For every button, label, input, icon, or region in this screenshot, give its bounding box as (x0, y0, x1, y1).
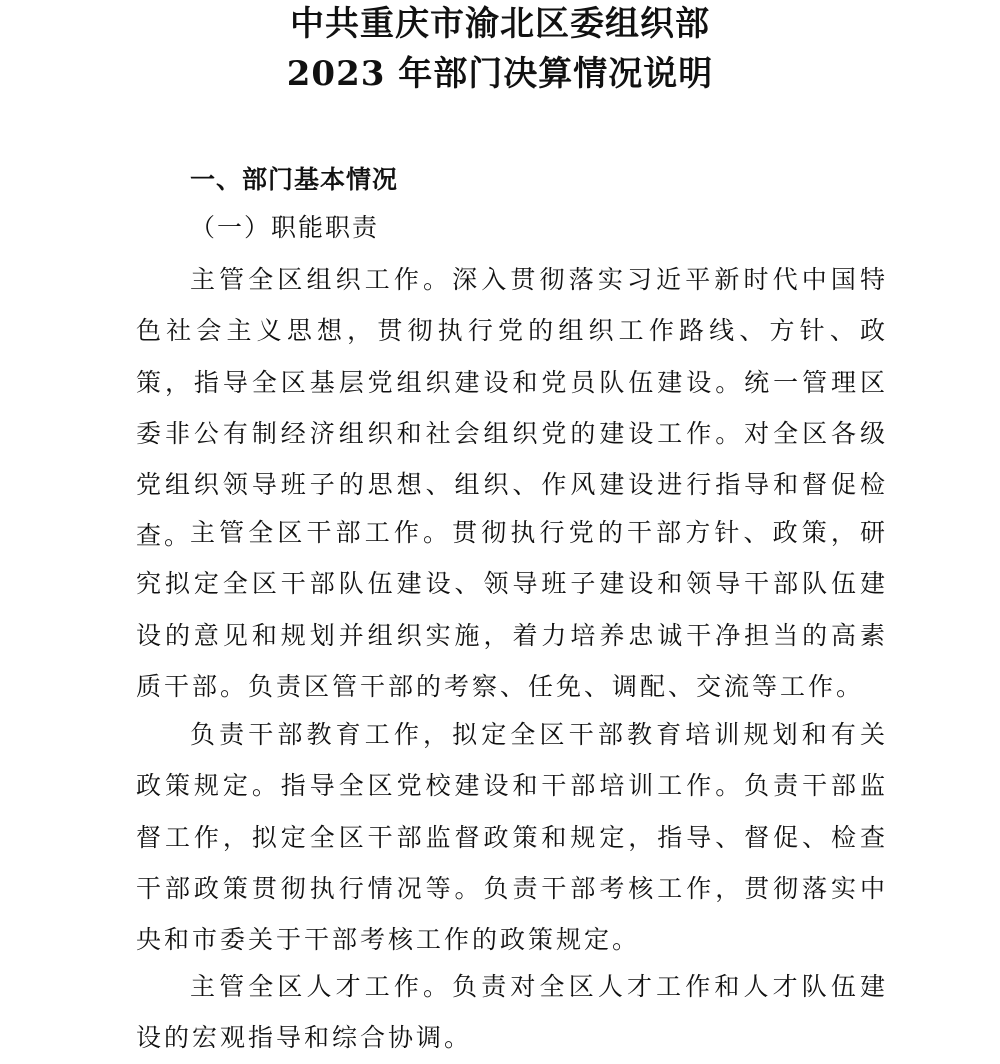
subsection-heading: （一）职能职责 (190, 213, 380, 242)
paragraph-cadre-education: 负责干部教育工作，拟定全区干部教育培训规划和有关政策规定。指导全区党校建设和干部培训工作。负责干部监督工作，拟定全区干部监督政策和规定，指导、督促、检查干部政策贯彻执行情况等。负责干部考核工作，贯彻落实中央和市委关于干部考核工作的政策规定。 (136, 720, 888, 955)
document-title-line1: 中共重庆市渝北区委组织部 (290, 4, 710, 44)
paragraph-organization-work: 主管全区组织工作。深入贯彻落实习近平新时代中国特色社会主义思想，贯彻执行党的组织工作路线、方针、政策，指导全区基层党组织建设和党员队伍建设。统一管理区委非公有制经济组织和社会组织党的建设工作。对全区各级党组织领导班子的思想、组织、作风建设进行指导和督促检查。 (136, 265, 888, 551)
section-heading: 一、部门基本情况 (190, 165, 399, 194)
paragraph-talent-work: 主管全区人才工作。负责对全区人才工作和人才队伍建设的宏观指导和综合协调。 (136, 972, 888, 1053)
paragraph-cadre-work: 主管全区干部工作。贯彻执行党的干部方针、政策，研究拟定全区干部队伍建设、领导班子建设和领导干部队伍建设的意见和规划并组织实施，着力培养忠诚干净担当的高素质干部。负责区管干部的考察、任免、调配、交流等工作。 (136, 518, 888, 701)
document-title-line2: 2023 年部门决算情况说明 (286, 54, 714, 94)
